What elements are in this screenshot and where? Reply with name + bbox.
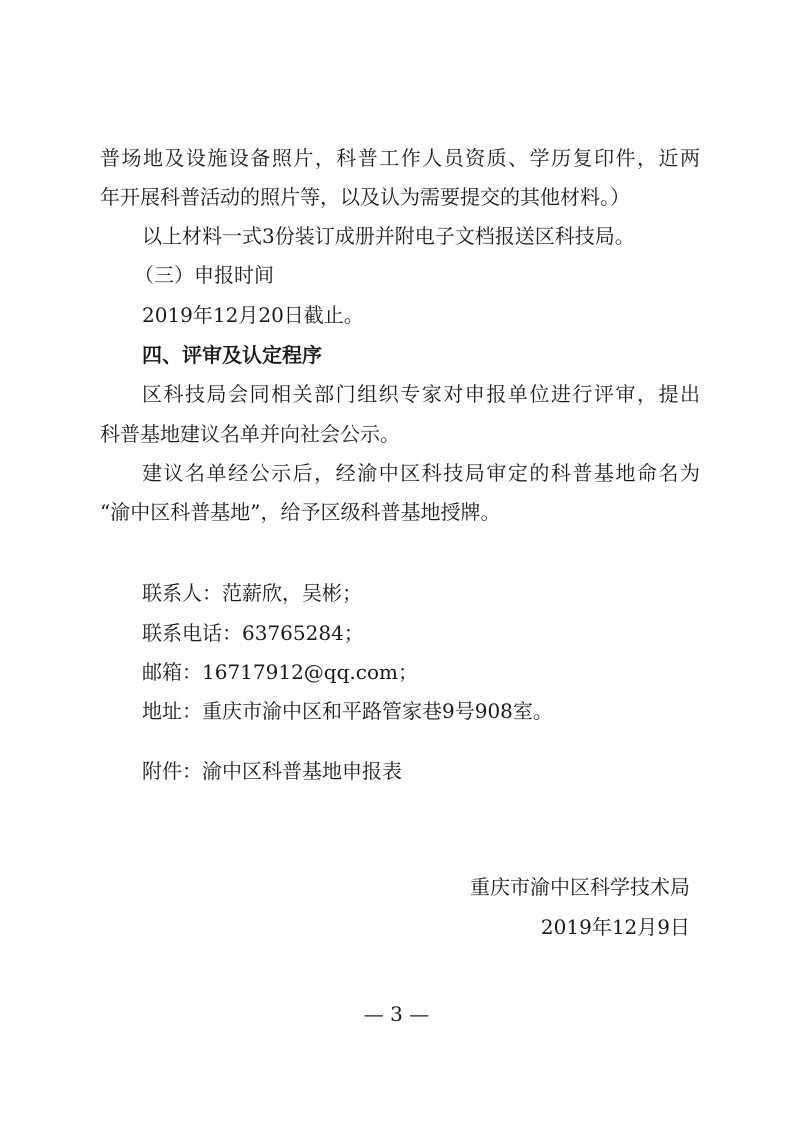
contact-address: 地址：重庆市渝中区和平路管家巷9号908室。 — [142, 699, 553, 723]
paragraph-line: 2019年12月20日截止。 — [142, 303, 364, 327]
section-heading: （三）申报时间 — [134, 263, 274, 287]
paragraph-line: 年开展科普活动的照片等，以及认为需要提交的其他材料。） — [100, 185, 630, 209]
contact-phone: 联系电话：63765284； — [142, 621, 364, 645]
paragraph-line: 以上材料一式3份装订成册并附电子文档报送区科技局。 — [142, 224, 635, 248]
paragraph-line: 建议名单经公示后，经渝中区科技局审定的科普基地命名为 — [142, 461, 700, 485]
signature-org: 重庆市渝中区科学技术局 — [470, 875, 690, 899]
page-number: — 3 — — [363, 1002, 430, 1026]
paragraph-line: 科普基地建议名单并向社会公示。 — [100, 422, 400, 446]
signature-date: 2019年12月9日 — [540, 915, 690, 939]
paragraph-line: 普场地及设施设备照片，科普工作人员资质、学历复印件，近两 — [100, 146, 700, 170]
contact-person: 联系人：范薪欣，吴彬； — [142, 581, 362, 605]
paragraph-line: “渝中区科普基地”，给予区级科普基地授牌。 — [100, 500, 501, 524]
contact-email: 邮箱：16717912@qq.com； — [142, 660, 418, 684]
paragraph-line: 区科技局会同相关部门组织专家对申报单位进行评审，提出 — [142, 382, 700, 406]
section-heading: 四、评审及认定程序 — [142, 343, 322, 367]
attachment-note: 附件：渝中区科普基地申报表 — [142, 759, 402, 783]
